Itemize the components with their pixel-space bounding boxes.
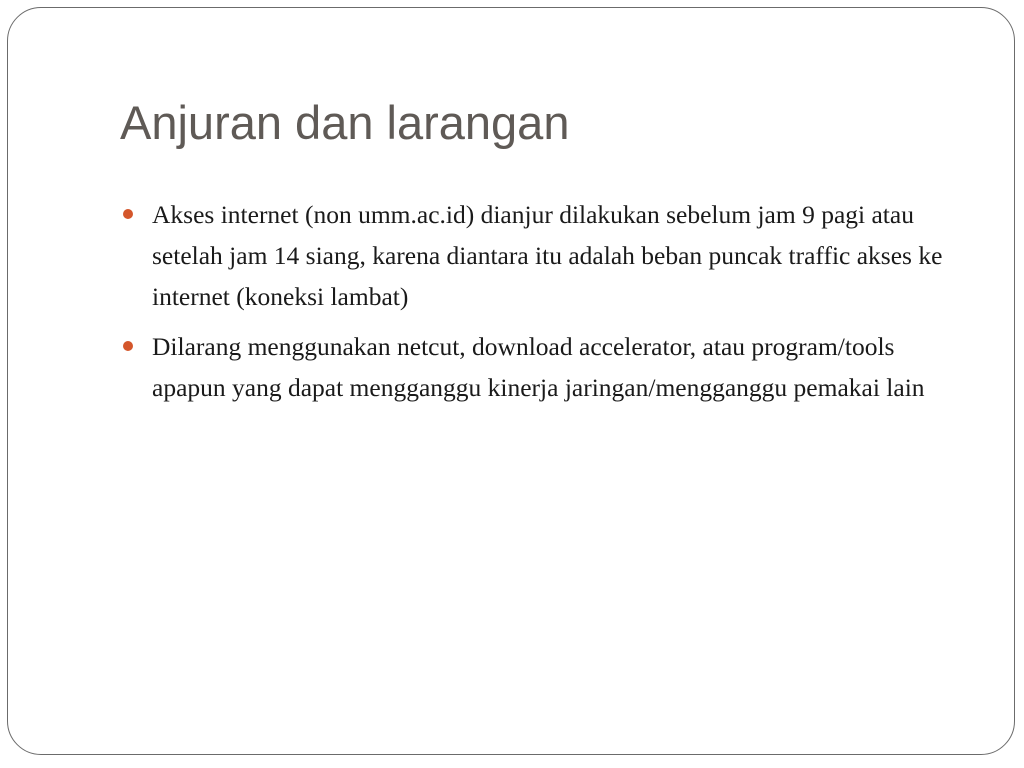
bullet-list	[120, 194, 960, 417]
bullet-dot-icon	[123, 209, 133, 219]
slide-title: Anjuran dan larangan	[120, 96, 570, 149]
bullet-text: Akses internet (non umm.ac.id) dianjur dilakukan sebelum jam 9 pagi atau setelah jam 14 siang, karena diantara itu adalah beban puncak traffic akses ke internet (koneksi lambat)	[152, 200, 943, 311]
list-item	[120, 326, 960, 408]
slide-frame	[7, 7, 1015, 755]
bullet-text: Dilarang menggunakan netcut, download accelerator, atau program/tools apapun yang dapat mengganggu kinerja jaringan/mengganggu pemakai lain	[152, 332, 925, 402]
list-item	[120, 194, 960, 317]
bullet-dot-icon	[123, 341, 133, 351]
